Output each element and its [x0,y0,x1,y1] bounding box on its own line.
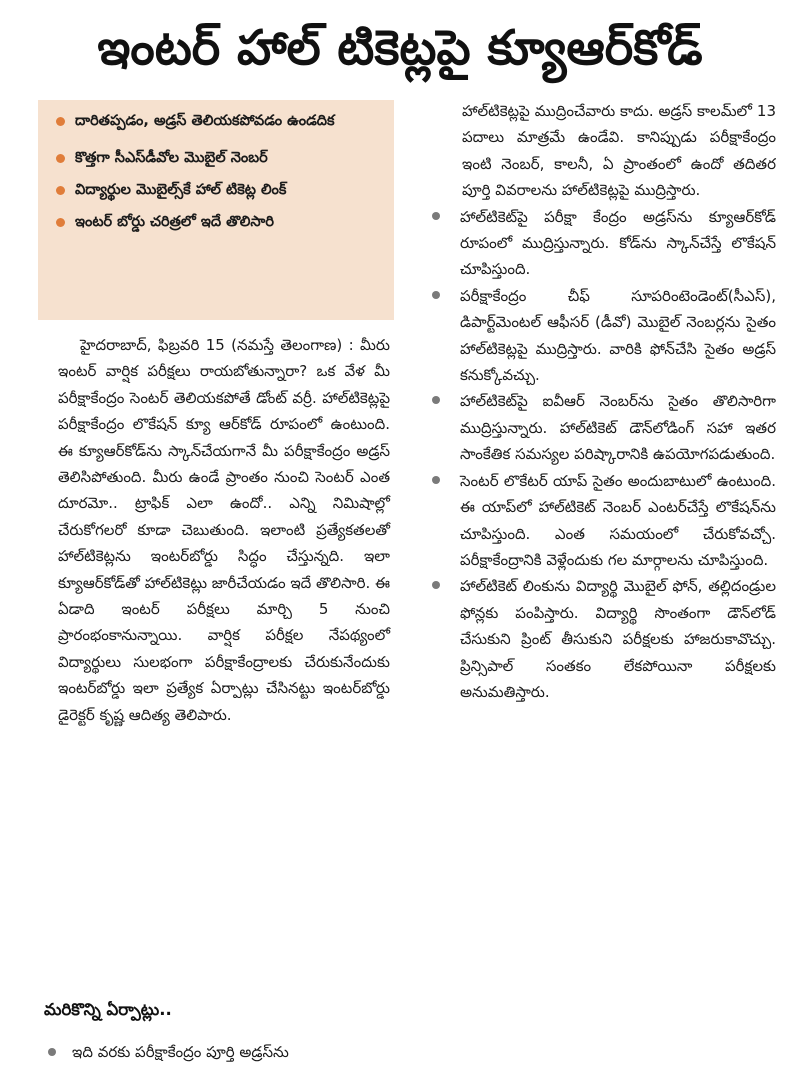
highlight-text: కొత్తగా సీఎస్‌డీవోల మొబైల్ నెంబర్ [75,150,268,166]
left-column [58,332,390,728]
bullet-icon [56,186,65,195]
highlights-box [38,100,394,320]
bullet-icon [56,154,65,163]
bullet-icon [432,476,440,484]
list-item-text: సెంటర్ లొకేటర్ యాప్ సైతం అందుబాటులో ఉంటుంది. ఈ యాప్‌లో హాల్‌టికెట్ నెంబర్ ఎంటర్‌చేస్తే లొకేషన్‌ను చూపిస్తుంది. ఎంత సమయంలో చేరుకోవచ్చో. పరీక్షాకేంద్రానికి వెళ్లేందుకు గల మార్గాలను చూపిస్తుంది. [460,471,776,569]
bullet-icon [432,212,440,220]
bullet-icon [56,218,65,227]
list-item-text: ఇది వరకు పరీక్షాకేంద్రం పూర్తి అడ్రస్‌ను [72,1043,289,1061]
headline: ఇంటర్ హాల్ టికెట్లపై క్యూఆర్‌కోడ్ [97,20,703,76]
bullet-icon [432,291,440,299]
continued-text: హాల్‌టికెట్లపై ముద్రించేవారు కాదు. అడ్రస్ కాలమ్‌లో 13 పదాలు మాత్రమే ఉండేవి. కానిప్పుడు పరీక్షాకేంద్రం ఇంటి నెంబర్, కాలనీ, ఏ ప్రాంతంలో ఉందో తదితర పూర్తి వివరాలను హాల్‌టికెట్లపై ముద్రిస్తారు. [462,102,776,200]
highlight-item [48,147,388,169]
highlight-item [48,179,388,201]
list-item-text: హాల్‌టికెట్‌పై పరీక్షా కేంద్రం అడ్రస్‌ను క్యూఆర్‌కోడ్ రూపంలో ముద్రిస్తున్నారు. కోడ్‌ను స్కాన్‌చేస్తే లొకేషన్ చూపిస్తుంది. [460,207,776,279]
list-item [426,388,776,467]
bullet-icon [432,581,440,589]
highlight-item [48,211,388,233]
section-subheading: మరికొన్ని ఏర్పాట్లు.. [44,1000,172,1019]
list-item [426,468,776,574]
list-item [426,204,776,283]
highlight-item [48,110,388,137]
bullet-icon [432,396,440,404]
list-item-text: హాల్‌టికెట్‌పై ఐవీఆర్ నెంబర్‌ను సైతం తొలిసారిగా ముద్రిస్తున్నారు. హాల్‌టికెట్ డౌన్‌లోడింగ్ సహా ఇతర సాంకేతిక సమస్యల పరిష్కారానికి ఉపయోగపడుతుంది. [460,392,776,464]
article-paragraph: హైదరాబాద్, ఫిబ్రవరి 15 (నమస్తే తెలంగాణ) : మీరు ఇంటర్ వార్షిక పరీక్షలు రాయబోతున్నారా? ఒక వేళ మీ పరీక్షాకేంద్రం సెంటర్ తెలియకపోతే డోంట్ వర్రీ. హాల్‌టికెట్లపై పరీక్షాకేంద్రం లొకేషన్ క్యూ ఆర్‌కోడ్ రూపంలో ఉంటుంది. ఈ క్యూఆర్‌కోడ్‌ను స్కాన్‌చేయగానే మీ పరీక్షాకేంద్రం అడ్రస్ తెలిసిపోతుంది. మీరు ఉండే ప్రాంతం నుంచి సెంటర్ ఎంత దూరమో.. ట్రాఫిక్ ఎలా ఉందో.. ఎన్ని నిమిషాల్లో చేరుకోగలరో కూడా చెబుతుంది. ఇలాంటి ప్రత్యేకతలతో హాల్‌టికెట్లను ఇంటర్‌బోర్డు సిద్ధం చేస్తున్నది. ఇలా క్యూఆర్‌కోడ్‌తో హాల్‌టికెట్లు జారీచేయడం ఇదే తొలిసారి. ఈ ఏడాది ఇంటర్ పరీక్షలు మార్చి 5 నుంచి ప్రారంభంకానున్నాయి. వార్షిక పరీక్షల నేపథ్యంలో విద్యార్థులు సులభంగా పరీక్షాకేంద్రాలకు చేరుకునేందుకు ఇంటర్‌బోర్డు ఇలా ప్రత్యేక ఏర్పాట్లు చేసినట్టు ఇంటర్‌బోర్డు డైరెక్టర్ కృష్ణ ఆదిత్య తెలిపారు. [58,336,390,724]
list-item [426,573,776,705]
list-item-text: పరీక్షాకేంద్రం చీఫ్ సూపరింటెండెంట్(సీఎస్), డిపార్ట్‌మెంటల్ ఆఫీసర్ (డీవో) మొబైల్ నెంబర్లను సైతం హాల్‌టికెట్లపై ముద్రిస్తారు. వారికి ఫోన్‌చేసి సైతం అడ్రస్ కనుక్కోవచ్చు. [460,286,776,385]
highlight-text: విద్యార్థుల మొబైల్స్‌కే హాల్ టికెట్ల లింక్ [75,182,287,198]
highlight-text: దారితప్పడం, అడ్రస్ తెలియకపోవడం ఉండదిక [75,113,335,129]
list-item [44,1040,394,1064]
highlight-text: ఇంటర్ బోర్డు చరిత్రలో ఇదే తొలిసారి [75,214,274,230]
bullet-icon [56,117,65,126]
list-item [426,283,776,389]
bullet-icon [48,1048,56,1056]
right-column [426,98,776,705]
list-item-text: హాల్‌టికెట్ లింకును విద్యార్థి మొబైల్ ఫోన్, తల్లిదండ్రుల ఫోన్లకు పంపిస్తారు. విద్యార్థి సొంతంగా డౌన్‌లోడ్ చేసుకుని ప్రింట్ తీసుకుని పరీక్షలకు హాజరుకావొచ్చు. ప్రిన్సిపాల్ సంతకం లేకపోయినా పరీక్షలకు అనుమతిస్తారు. [460,577,776,701]
